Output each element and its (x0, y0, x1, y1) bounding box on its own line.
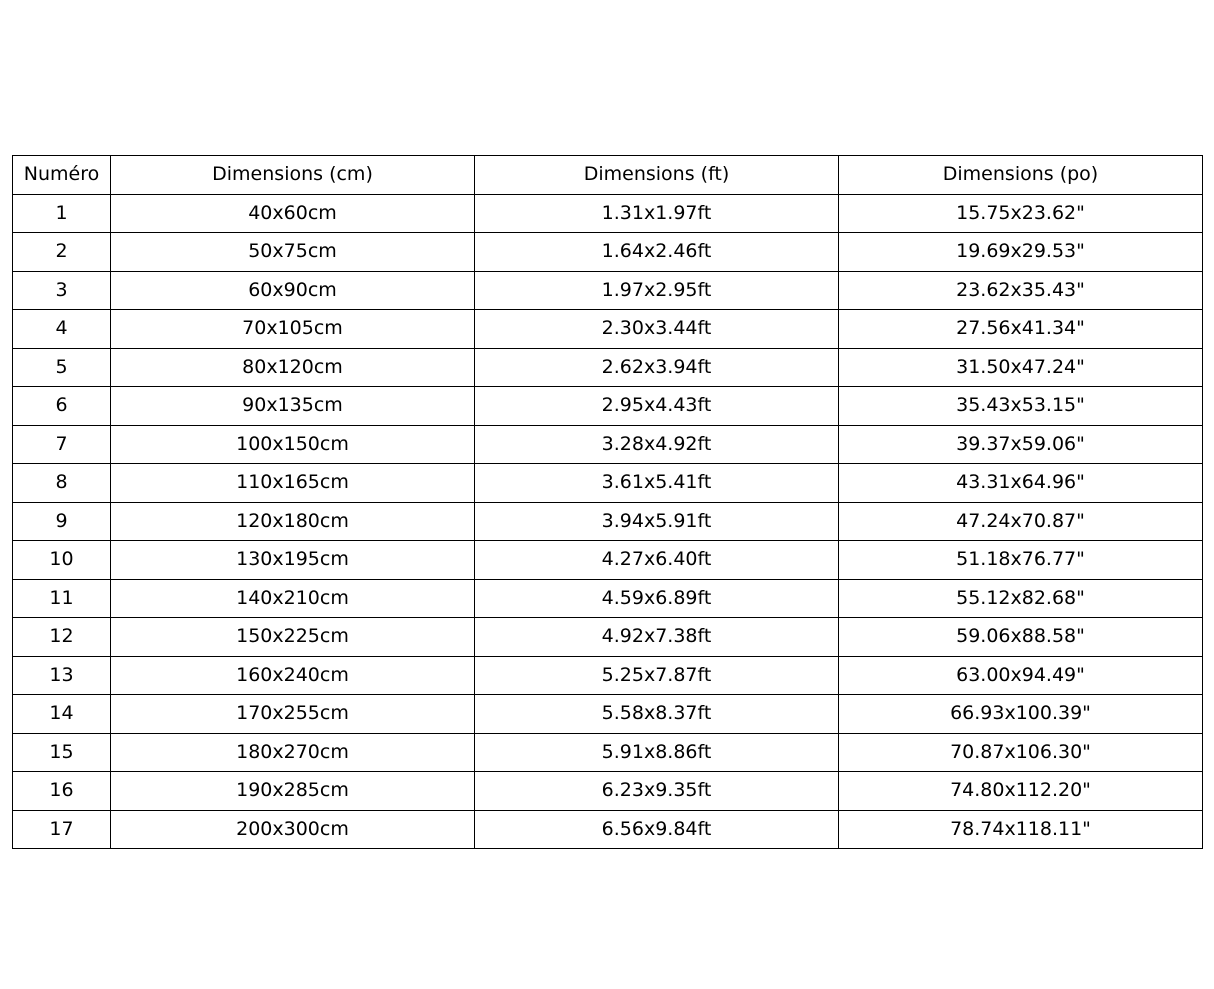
cell-numero: 16 (13, 772, 111, 811)
cell-dimensions-cm: 150x225cm (111, 618, 475, 657)
cell-dimensions-ft: 1.31x1.97ft (475, 194, 839, 233)
cell-numero: 9 (13, 502, 111, 541)
cell-numero: 2 (13, 233, 111, 272)
table-row (13, 656, 1203, 695)
cell-dimensions-cm: 70x105cm (111, 310, 475, 349)
cell-dimensions-cm: 110x165cm (111, 464, 475, 503)
cell-numero: 7 (13, 425, 111, 464)
cell-numero: 6 (13, 387, 111, 426)
table-row (13, 464, 1203, 503)
cell-dimensions-ft: 4.92x7.38ft (475, 618, 839, 657)
cell-dimensions-cm: 100x150cm (111, 425, 475, 464)
cell-numero: 10 (13, 541, 111, 580)
cell-dimensions-po: 74.80x112.20" (839, 772, 1203, 811)
cell-dimensions-cm: 40x60cm (111, 194, 475, 233)
cell-dimensions-cm: 140x210cm (111, 579, 475, 618)
cell-dimensions-po: 78.74x118.11" (839, 810, 1203, 849)
cell-dimensions-cm: 80x120cm (111, 348, 475, 387)
cell-numero: 5 (13, 348, 111, 387)
cell-dimensions-po: 15.75x23.62" (839, 194, 1203, 233)
cell-dimensions-po: 55.12x82.68" (839, 579, 1203, 618)
cell-numero: 17 (13, 810, 111, 849)
table-header (13, 156, 1203, 195)
cell-dimensions-ft: 4.27x6.40ft (475, 541, 839, 580)
cell-dimensions-po: 43.31x64.96" (839, 464, 1203, 503)
cell-dimensions-po: 31.50x47.24" (839, 348, 1203, 387)
cell-dimensions-ft: 4.59x6.89ft (475, 579, 839, 618)
cell-dimensions-po: 23.62x35.43" (839, 271, 1203, 310)
cell-dimensions-po: 66.93x100.39" (839, 695, 1203, 734)
cell-numero: 3 (13, 271, 111, 310)
table-row (13, 502, 1203, 541)
cell-dimensions-po: 47.24x70.87" (839, 502, 1203, 541)
cell-dimensions-cm: 180x270cm (111, 733, 475, 772)
table-row (13, 579, 1203, 618)
cell-numero: 8 (13, 464, 111, 503)
cell-dimensions-ft: 2.62x3.94ft (475, 348, 839, 387)
cell-dimensions-cm: 190x285cm (111, 772, 475, 811)
table-row (13, 695, 1203, 734)
table-row (13, 425, 1203, 464)
table-row (13, 271, 1203, 310)
table-row (13, 348, 1203, 387)
cell-numero: 11 (13, 579, 111, 618)
cell-dimensions-ft: 5.91x8.86ft (475, 733, 839, 772)
cell-dimensions-po: 39.37x59.06" (839, 425, 1203, 464)
cell-numero: 13 (13, 656, 111, 695)
cell-dimensions-po: 35.43x53.15" (839, 387, 1203, 426)
table-row (13, 810, 1203, 849)
table-body (13, 194, 1203, 849)
table-row (13, 194, 1203, 233)
cell-dimensions-po: 59.06x88.58" (839, 618, 1203, 657)
cell-dimensions-po: 27.56x41.34" (839, 310, 1203, 349)
cell-dimensions-ft: 2.95x4.43ft (475, 387, 839, 426)
table-row (13, 772, 1203, 811)
table-row (13, 541, 1203, 580)
cell-numero: 1 (13, 194, 111, 233)
cell-dimensions-ft: 3.94x5.91ft (475, 502, 839, 541)
cell-numero: 14 (13, 695, 111, 734)
column-header-dimensions-cm: Dimensions (cm) (111, 156, 475, 195)
cell-numero: 12 (13, 618, 111, 657)
cell-dimensions-po: 51.18x76.77" (839, 541, 1203, 580)
cell-dimensions-cm: 120x180cm (111, 502, 475, 541)
cell-dimensions-ft: 5.58x8.37ft (475, 695, 839, 734)
column-header-dimensions-po: Dimensions (po) (839, 156, 1203, 195)
cell-dimensions-ft: 2.30x3.44ft (475, 310, 839, 349)
size-chart-container (12, 155, 1202, 849)
table-row (13, 733, 1203, 772)
table-row (13, 618, 1203, 657)
cell-dimensions-po: 19.69x29.53" (839, 233, 1203, 272)
table-row (13, 233, 1203, 272)
cell-dimensions-ft: 6.23x9.35ft (475, 772, 839, 811)
table-row (13, 310, 1203, 349)
cell-dimensions-cm: 200x300cm (111, 810, 475, 849)
cell-numero: 4 (13, 310, 111, 349)
cell-dimensions-cm: 60x90cm (111, 271, 475, 310)
cell-dimensions-po: 63.00x94.49" (839, 656, 1203, 695)
table-header-row (13, 156, 1203, 195)
column-header-numero: Numéro (13, 156, 111, 195)
column-header-dimensions-ft: Dimensions (ft) (475, 156, 839, 195)
cell-dimensions-ft: 1.64x2.46ft (475, 233, 839, 272)
cell-dimensions-cm: 170x255cm (111, 695, 475, 734)
cell-dimensions-cm: 130x195cm (111, 541, 475, 580)
cell-dimensions-ft: 6.56x9.84ft (475, 810, 839, 849)
cell-dimensions-po: 70.87x106.30" (839, 733, 1203, 772)
table-row (13, 387, 1203, 426)
cell-dimensions-ft: 5.25x7.87ft (475, 656, 839, 695)
cell-dimensions-ft: 3.28x4.92ft (475, 425, 839, 464)
cell-dimensions-ft: 1.97x2.95ft (475, 271, 839, 310)
size-chart-table (12, 155, 1203, 849)
cell-dimensions-cm: 50x75cm (111, 233, 475, 272)
cell-dimensions-ft: 3.61x5.41ft (475, 464, 839, 503)
cell-dimensions-cm: 90x135cm (111, 387, 475, 426)
cell-numero: 15 (13, 733, 111, 772)
cell-dimensions-cm: 160x240cm (111, 656, 475, 695)
